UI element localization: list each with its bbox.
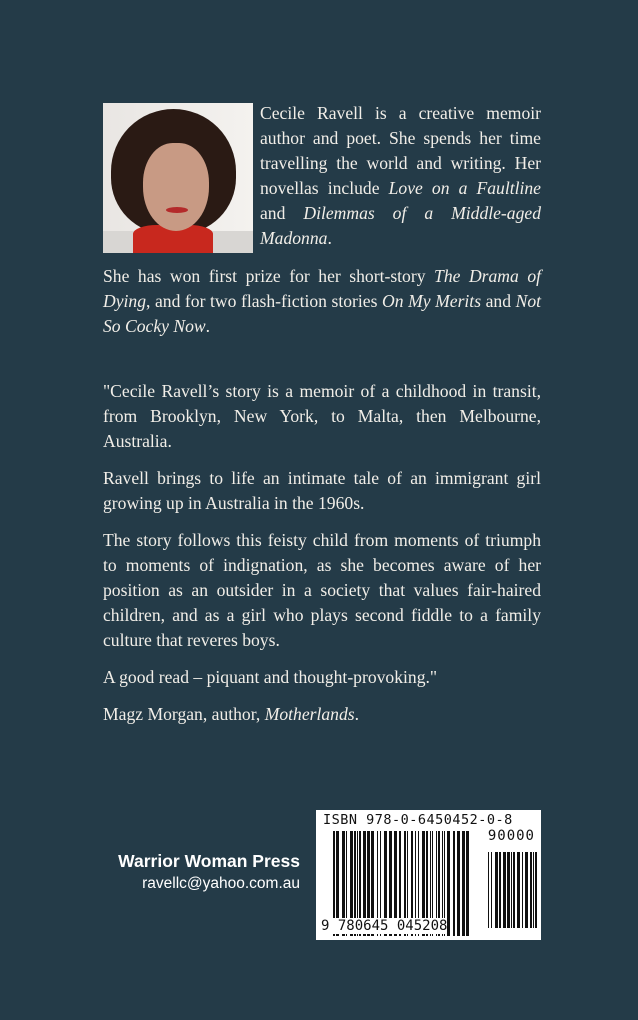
author-photo bbox=[103, 103, 253, 253]
bio-text: . bbox=[205, 316, 211, 336]
barcode-bar bbox=[457, 831, 460, 936]
barcode-bar bbox=[491, 852, 492, 928]
barcode-bar bbox=[466, 831, 469, 936]
story-title: The Drama of Dying bbox=[103, 266, 541, 311]
review-paragraph: Ravell brings to life an intimate tale of an immigrant girl growing up in Australia in the 1960s. bbox=[103, 468, 541, 513]
publisher-email: ravellc@yahoo.com.au bbox=[142, 875, 300, 892]
book-title: Dilemmas of a Middle-aged Madonna bbox=[260, 203, 541, 248]
bio-text: , and for two flash-fiction stories bbox=[146, 291, 383, 311]
photo-face bbox=[143, 143, 209, 231]
book-title: Love on a Faultline bbox=[388, 178, 541, 198]
photo-lips bbox=[166, 207, 188, 213]
barcode-bar bbox=[517, 852, 520, 928]
review-attribution bbox=[103, 702, 541, 727]
isbn-barcode bbox=[316, 810, 541, 940]
bio-text: She has won first prize for her short-story bbox=[103, 266, 435, 286]
barcode-bar bbox=[499, 852, 501, 928]
barcode-bar bbox=[533, 852, 534, 928]
barcode-bar bbox=[507, 852, 510, 928]
bio-text: Cecile Ravell is a creative memoir author and poet. She spends her time travelling the world and writing. Her novellas include bbox=[260, 103, 541, 198]
attribution-text: Magz Morgan, author, bbox=[103, 704, 265, 724]
bio-text: and bbox=[481, 291, 516, 311]
isbn-label: ISBN 978-0-6450452-0-8 bbox=[323, 812, 513, 828]
barcode-bar bbox=[522, 852, 523, 928]
review-paragraph: A good read – piquant and thought-provoking." bbox=[103, 667, 438, 687]
bio-text: . bbox=[327, 228, 332, 248]
barcode-bar bbox=[488, 852, 489, 928]
barcode-bar bbox=[495, 852, 498, 928]
book-title: Motherlands bbox=[264, 704, 355, 724]
barcode-bar bbox=[525, 852, 528, 928]
author-bio bbox=[260, 101, 541, 263]
barcode-bar bbox=[453, 831, 455, 936]
barcode-bar bbox=[535, 852, 537, 928]
barcode-bar bbox=[530, 852, 532, 928]
barcode-bar bbox=[447, 831, 450, 936]
author-awards bbox=[103, 264, 541, 351]
review-quote bbox=[103, 379, 541, 739]
review-paragraph: "Cecile Ravell’s story is a memoir of a childhood in transit, from Brooklyn, New York, to Malta, then Melbourne, Australia. bbox=[103, 381, 541, 451]
publisher-name: Warrior Woman Press bbox=[118, 851, 300, 871]
story-title: On My Merits bbox=[382, 291, 482, 311]
barcode-bar bbox=[462, 831, 465, 936]
story-title: Not So Cocky Now bbox=[103, 291, 541, 336]
barcode-bar bbox=[513, 852, 515, 928]
barcode-bar bbox=[503, 852, 506, 928]
barcode-digits: 9 780645 045208 bbox=[321, 918, 448, 934]
review-paragraph: The story follows this feisty child from moments of triumph to moments of indignation, as she becomes aware of her position as an outsider in a society that values fair-haired children, and as a girl who plays second fiddle to a family culture that reveres boys. bbox=[103, 530, 541, 650]
attribution-text: . bbox=[354, 704, 360, 724]
barcode-bar bbox=[511, 852, 512, 928]
bio-text: and bbox=[260, 203, 304, 223]
price-addon: 90000 bbox=[487, 828, 535, 844]
